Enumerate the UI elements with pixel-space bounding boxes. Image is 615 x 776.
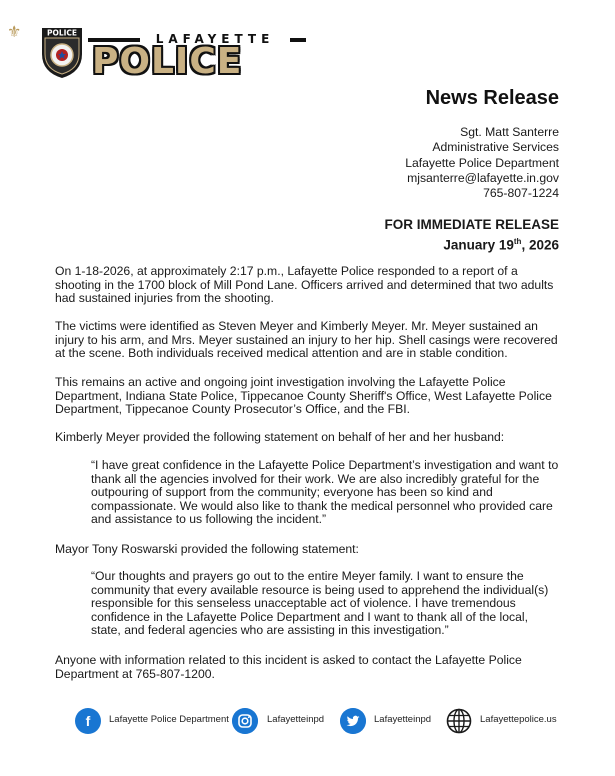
logo-main-text: POLICE — [92, 41, 243, 82]
badge-text: POLICE — [46, 28, 78, 38]
twitter-icon[interactable] — [340, 708, 366, 734]
instagram-label[interactable]: Lafayetteinpd — [267, 714, 325, 725]
paragraph-victims: The victims were identified as Steven Meyer and Kimberly Meyer. Mr. Meyer sustained an injury to his arm, and Mrs. Meyer sustained an injury to her hip. Shell casings were recovered at the scene. Both individuals received medical attention and are in stable condition. — [55, 319, 558, 361]
contact-block — [405, 125, 559, 201]
release-date — [384, 233, 559, 254]
release-label: FOR IMMEDIATE RELEASE — [384, 217, 559, 232]
globe-icon[interactable] — [446, 708, 472, 734]
paragraph-incident: On 1-18-2026, at approximately 2:17 p.m., Lafayette Police responded to a report of a shooting in the 1700 block of Mill Pond Lane. Officers arrived and determined that two adults had sustained injuries from the shooting. — [55, 264, 554, 306]
release-date-year: , 2026 — [521, 237, 559, 253]
paragraph-investigation: This remains an active and ongoing joint investigation involving the Lafayette Police Department, Indiana State Police, Tippecanoe County Sheriff's Office, West Lafayette Police Department, Tippecanoe County Prosecutor’s Office, and the FBI. — [55, 375, 552, 417]
page-title: News Release — [425, 87, 559, 109]
paragraph-statement-intro: Kimberly Meyer provided the following statement on behalf of her and her husband: — [55, 430, 505, 444]
contact-division: Administrative Services — [432, 140, 559, 155]
quote-kimberly-meyer: “I have great confidence in the Lafayette Police Department’s investigation and want to thank all the agencies involved for their work. We are also incredibly grateful for the outpouring of support from the community; everyone has been so kind and compassionate. We would also like to thank the medical personnel who provided care and assistance to us following the incident.” — [91, 458, 559, 527]
police-badge-icon — [38, 24, 86, 80]
contact-name: Sgt. Matt Santerre — [460, 125, 559, 139]
facebook-label[interactable]: Lafayette Police Department — [109, 714, 229, 725]
contact-phone: 765-807-1224 — [483, 186, 559, 201]
contact-department: Lafayette Police Department — [405, 155, 559, 170]
quote-mayor: “Our thoughts and prayers go out to the entire Meyer family. I want to ensure the community that every available resource is being used to apprehend the individual(s) responsible for this senseless unacceptable act of violence. I have tremendous confidence in the Lafayette Police Department and I want to thank all of the local, state, and federal agencies who are assisting in this investigation.” — [91, 569, 549, 638]
facebook-icon[interactable]: f — [75, 708, 101, 734]
logo-top-text: LAFAYETTE — [140, 31, 290, 47]
instagram-icon[interactable] — [232, 708, 258, 734]
social-footer — [0, 708, 615, 744]
twitter-label[interactable]: Lafayetteinpd — [374, 714, 432, 725]
paragraph-mayor-intro: Mayor Tony Roswarski provided the following statement: — [55, 542, 359, 556]
website-label[interactable]: Lafayettepolice.us — [480, 714, 557, 725]
fleur-de-lis-icon: ⚜ — [7, 22, 22, 41]
paragraph-contact-info: Anyone with information related to this incident is asked to contact the Lafayette Police Department at 765-807-1200. — [55, 653, 522, 681]
contact-email[interactable]: mjsanterre@lafayette.in.gov — [407, 170, 559, 185]
release-header — [384, 216, 559, 254]
release-date-month: January 19 — [443, 237, 514, 253]
release-date-suffix: th — [513, 237, 522, 246]
lafayette-police-logo — [38, 24, 306, 86]
